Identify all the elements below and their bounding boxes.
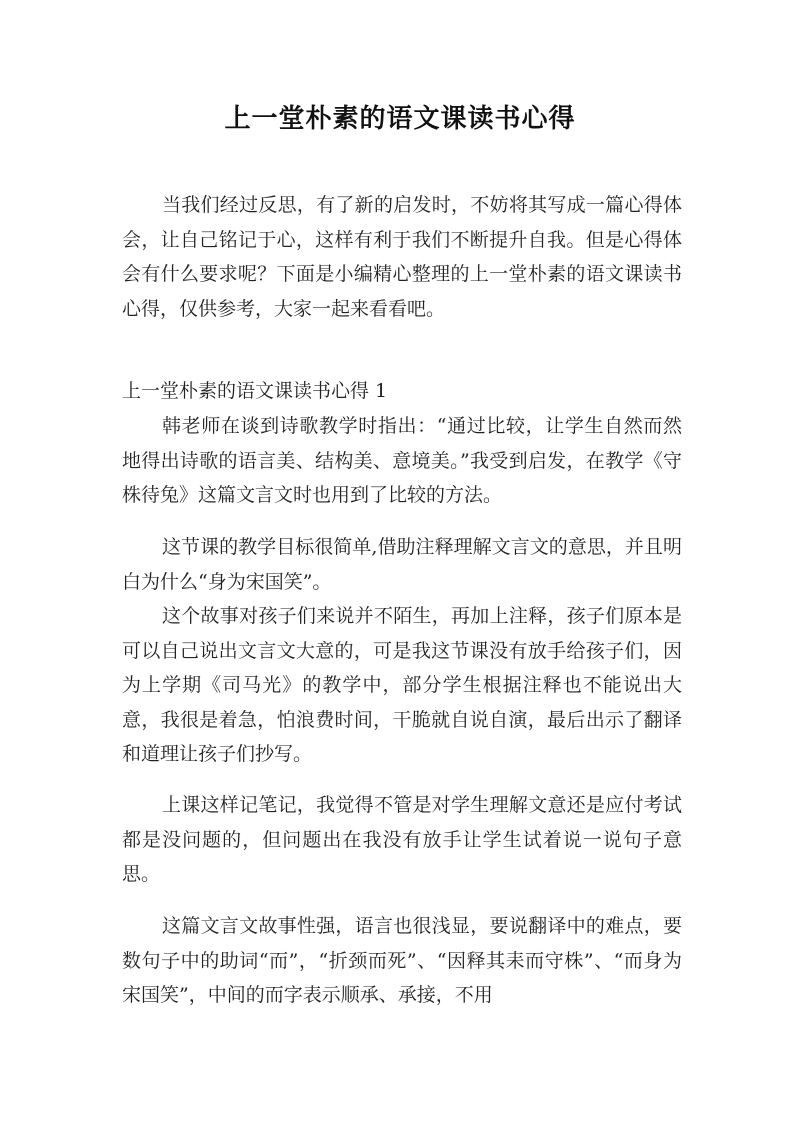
- intro-paragraph: 当我们经过反思，有了新的启发时，不妨将其写成一篇心得体会，让自己铭记于心，这样有利于我们不断提升自我。但是心得体会有什么要求呢？下面是小编精心整理的上一堂朴素的语文课读书心得，仅供参考，大家一起来看看吧。: [122, 194, 682, 320]
- section-heading: 上一堂朴素的语文课读书心得 1: [122, 380, 388, 402]
- document-title: 上一堂朴素的语文课读书心得: [224, 104, 576, 134]
- body-paragraph-3: 这个故事对孩子们来说并不陌生，再加上注释，孩子们原本是可以自己说出文言文大意的，可是我这节课没有放手给孩子们，因为上学期《司马光》的教学中，部分学生根据注释也不能说出大意，我很是着急，怕浪费时间，干脆就自说自演，最后出示了翻译和道理让孩子们抄写。: [122, 605, 682, 766]
- body-paragraph-2: 这节课的教学目标很简单,借助注释理解文言文的意思，并且明白为什么“身为宋国笑”。: [122, 536, 682, 593]
- body-paragraph-1: 韩老师在谈到诗歌教学时指出：“通过比较，让学生自然而然地得出诗歌的语言美、结构美、意境美。”我受到启发，在教学《守株待兔》这篇文言文时也用到了比较的方法。: [122, 415, 682, 507]
- body-paragraph-5: 这篇文言文故事性强，语言也很浅显，要说翻译中的难点，要数句子中的助词“而”，“折颈而死”、“因释其耒而守株”、“而身为宋国笑”，中间的而字表示顺承、承接，不用: [122, 915, 682, 1007]
- body-paragraph-4: 上课这样记笔记，我觉得不管是对学生理解文意还是应付考试都是没问题的，但问题出在我没有放手让学生试着说一说句子意思。: [122, 794, 682, 886]
